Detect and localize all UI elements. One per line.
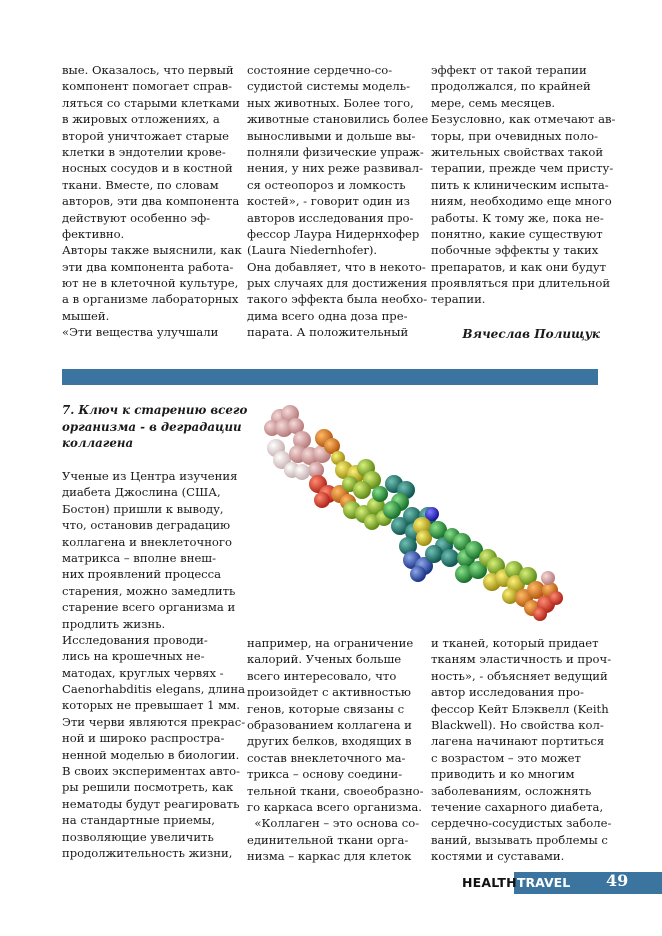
- text-line: выносливыми и дольше вы-: [247, 128, 416, 143]
- text-line: фессор Лаура Нидернхофер: [247, 226, 420, 241]
- text-line: старение всего организма и: [62, 600, 236, 615]
- text-line: такого эффекта была необхо-: [247, 292, 428, 307]
- author-signature: Вячеслав Полищук: [462, 327, 600, 341]
- text-line: Безусловно, как отмечают ав-: [431, 112, 616, 127]
- text-line: и тканей, который придает: [431, 636, 599, 650]
- text-line: ваний, вызывать проблемы с: [431, 832, 608, 847]
- text-line: других белков, входящих в: [247, 734, 412, 749]
- text-line: тканям эластичность и проч-: [431, 652, 612, 667]
- text-line: носных сосудов и в костной: [62, 161, 233, 176]
- text-line: костей», - говорит один из: [247, 194, 410, 209]
- text-line: ляться со старыми клетками: [62, 95, 240, 110]
- text-line: эффект от такой терапии: [431, 63, 587, 77]
- text-line: пить к клиническим испыта-: [431, 177, 609, 192]
- text-line: В своих экспериментах авто-: [62, 764, 241, 779]
- molecule-illustration-icon: [252, 398, 570, 630]
- text-line: ры решили посмотреть, как: [62, 780, 234, 795]
- page-number: 49: [606, 871, 629, 890]
- text-line: терапии, прежде чем присту-: [431, 161, 614, 176]
- article-headline: [62, 402, 247, 452]
- footer-brand-health: HEALTH: [462, 875, 517, 890]
- text-line: авторов исследования про-: [247, 210, 414, 225]
- headline-line: 7. Ключ к старению всего: [62, 403, 248, 417]
- text-line: судистой системы модель-: [247, 79, 410, 94]
- text-line: матодах, круглых червях -: [62, 665, 224, 680]
- text-line: ткани. Вместе, по словам: [62, 177, 219, 192]
- text-line: в жировых отложениях, а: [62, 112, 220, 127]
- text-line: тельной ткани, своеобразно-: [247, 783, 424, 798]
- text-line: трикса – основу соедини-: [247, 767, 403, 782]
- text-line: сердечно-сосудистых заболе-: [431, 816, 612, 831]
- text-line: лись на крошечных не-: [62, 649, 205, 664]
- text-line: например, на ограничение: [247, 636, 414, 650]
- text-line: продлить жизнь.: [62, 616, 166, 631]
- text-line: Исследования проводи-: [62, 632, 208, 647]
- text-line: терапии.: [431, 292, 486, 307]
- text-line: полняли физические упраж-: [247, 144, 424, 159]
- text-line: автор исследования про-: [431, 685, 584, 700]
- text-line: вые. Оказалось, что первый: [62, 63, 234, 77]
- text-line: на стандартные приемы,: [62, 813, 215, 828]
- text-line: ных животных. Более того,: [247, 95, 414, 110]
- text-line: Caenorhabditis elegans, длина: [62, 682, 245, 697]
- text-line: состояние сердечно-со-: [247, 63, 393, 77]
- text-line: ность», - объясняет ведущий: [431, 668, 608, 683]
- text-line: побочные эффекты у таких: [431, 243, 599, 258]
- text-line: компонент помогает справ-: [62, 79, 233, 94]
- bottom-column-3: [431, 635, 611, 864]
- text-line: фессор Кейт Блэквелл (Keith: [431, 701, 609, 716]
- text-line: коллагена и внеклеточного: [62, 534, 232, 549]
- text-line: Авторы также выяснили, как: [62, 243, 242, 258]
- bottom-column-2: [247, 635, 424, 864]
- top-column-1: [62, 62, 242, 341]
- text-line: всего интересовало, что: [247, 668, 397, 683]
- headline-line: организма - в деградации: [62, 419, 242, 434]
- text-line: эти два компонента работа-: [62, 259, 234, 274]
- text-line: клетки в эндотелии крове-: [62, 144, 226, 159]
- text-line: позволяющие увеличить: [62, 829, 214, 844]
- text-line: нематоды будут реагировать: [62, 796, 240, 811]
- text-line: мере, семь месяцев.: [431, 95, 556, 110]
- text-line: генов, которые связаны с: [247, 701, 405, 716]
- text-line: действуют особенно эф-: [62, 210, 211, 225]
- text-line: препаратов, и как они будут: [431, 259, 607, 274]
- text-line: «Эти вещества улучшали: [62, 325, 219, 340]
- text-line: работы. К тому же, пока не-: [431, 210, 604, 225]
- text-line: матрикса – вполне внеш-: [62, 550, 216, 565]
- text-line: диабета Джослина (США,: [62, 485, 221, 500]
- text-line: с возрастом – это может: [431, 750, 581, 765]
- text-line: что, остановив деградацию: [62, 518, 231, 533]
- text-line: заболеваниям, осложнять: [431, 783, 592, 798]
- text-line: дима всего одна доза пре-: [247, 308, 408, 323]
- top-column-3: [431, 62, 615, 308]
- text-line: произойдет с активностью: [247, 685, 412, 700]
- text-line: калорий. Ученых больше: [247, 652, 402, 667]
- text-line: них проявлений процесса: [62, 567, 222, 582]
- text-line: проявляться при длительной: [431, 276, 611, 291]
- text-line: продолжался, по крайней: [431, 79, 591, 94]
- text-line: лагена начинают портиться: [431, 734, 605, 749]
- text-line: ниям, необходимо еще много: [431, 194, 612, 209]
- headline-line: коллагена: [62, 436, 134, 451]
- text-line: го каркаса всего организма.: [247, 799, 422, 814]
- text-line: Ученые из Центра изучения: [62, 469, 238, 483]
- text-line: парата. А положительный: [247, 325, 409, 340]
- text-line: Blackwell). Но свойства кол-: [431, 717, 604, 732]
- text-line: животные становились более: [247, 112, 429, 127]
- text-line: торы, при очевидных поло-: [431, 128, 599, 143]
- text-line: нения, у них реже развивал-: [247, 161, 424, 176]
- text-line: образованием коллагена и: [247, 717, 412, 732]
- text-line: (Laura Niedernhofer).: [247, 243, 378, 258]
- text-line: рых случаях для достижения: [247, 276, 428, 291]
- text-line: которых не превышает 1 мм.: [62, 698, 240, 713]
- text-line: низма – каркас для клеток: [247, 849, 412, 864]
- text-line: ной и широко распростра-: [62, 731, 225, 746]
- collagen-molecule-image: [252, 398, 570, 630]
- text-line: авторов, эти два компонента: [62, 194, 240, 209]
- text-line: фективно.: [62, 226, 125, 241]
- text-line: единительной ткани орга-: [247, 832, 409, 847]
- footer-brand-travel: TRAVEL: [517, 875, 571, 890]
- text-line: продолжительность жизни,: [62, 845, 233, 860]
- top-column-2: [247, 62, 428, 341]
- text-line: состав внеклеточного ма-: [247, 750, 406, 765]
- text-line: понятно, какие существуют: [431, 226, 603, 241]
- text-line: Она добавляет, что в некото-: [247, 259, 426, 274]
- text-line: старения, можно замедлить: [62, 583, 236, 598]
- text-line: «Коллаген – это основа со-: [247, 816, 420, 831]
- text-line: течение сахарного диабета,: [431, 799, 604, 814]
- text-line: ненной моделью в биологии.: [62, 747, 240, 762]
- section-divider-bar: [62, 369, 598, 385]
- bottom-column-1: [62, 468, 245, 861]
- text-line: приводить и ко многим: [431, 767, 575, 782]
- text-line: ют не в клеточной культуре,: [62, 276, 239, 291]
- text-line: Бостон) пришли к выводу,: [62, 501, 224, 516]
- text-line: а в организме лабораторных: [62, 292, 239, 307]
- text-line: Эти черви являются прекрас-: [62, 714, 246, 729]
- text-line: костями и суставами.: [431, 849, 565, 864]
- text-line: мышей.: [62, 308, 110, 323]
- text-line: второй уничтожает старые: [62, 128, 229, 143]
- text-line: жительных свойствах такой: [431, 144, 604, 159]
- text-line: ся остеопороз и ломкость: [247, 177, 406, 192]
